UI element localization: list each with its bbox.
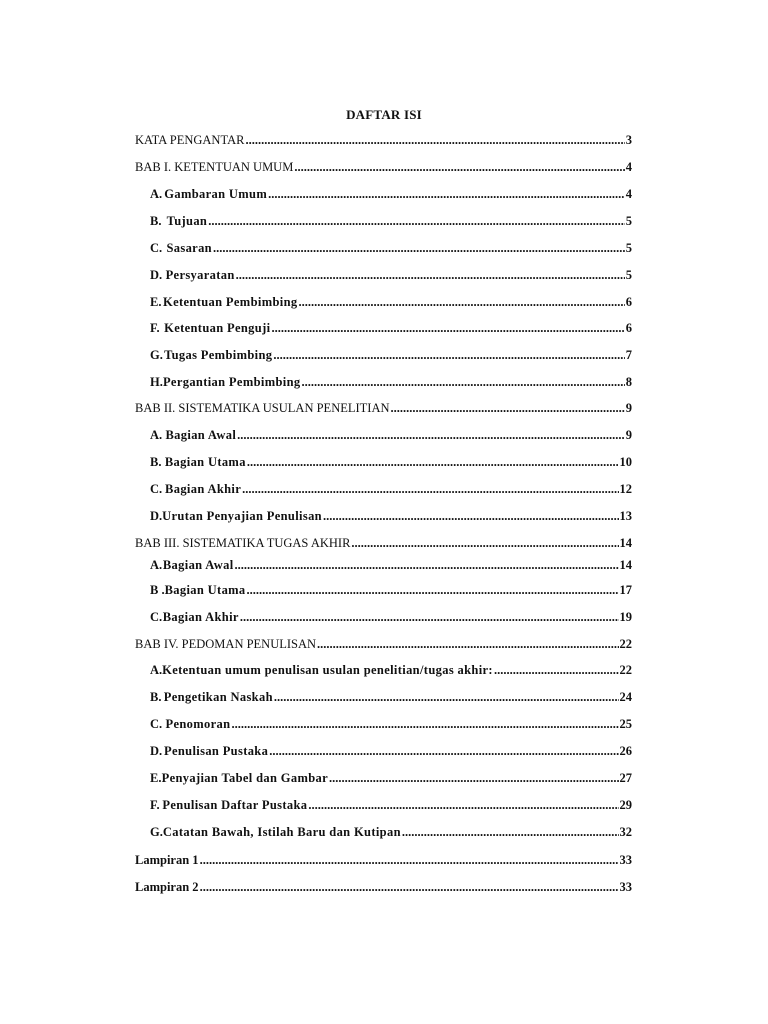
toc-entry <box>150 770 632 786</box>
toc-dot-leader <box>302 374 625 390</box>
toc-page-number: 26 <box>619 744 632 758</box>
toc-dot-leader <box>235 557 619 573</box>
toc-page-number: 4 <box>625 187 632 201</box>
toc-dot-leader <box>317 636 618 652</box>
toc-page-number: 5 <box>625 268 632 282</box>
toc-entry <box>150 797 632 813</box>
toc-entry-label: A. <box>150 558 163 572</box>
toc-page-number: 6 <box>625 295 632 309</box>
toc-entry-title: Ketentuan umum penulisan usulan penelitian/tugas akhir: <box>162 663 493 677</box>
toc-page-number: 17 <box>619 583 632 597</box>
toc-entry-title: Penyajian Tabel dan Gambar <box>161 771 329 785</box>
toc-page-number: 27 <box>619 771 632 785</box>
toc-entry-title: Gambaran Umum <box>164 187 268 201</box>
toc-dot-leader <box>242 481 618 497</box>
toc-entry-title: Bagian Awal <box>162 558 234 572</box>
toc-entry <box>150 609 632 625</box>
toc-entry-title: Ketentuan Penguji <box>164 321 271 335</box>
toc-page-number: 33 <box>619 853 632 867</box>
toc-entry <box>150 294 632 310</box>
toc-entry-label: D. <box>150 268 163 282</box>
toc-page-number: 14 <box>619 558 632 572</box>
toc-entry <box>150 240 632 256</box>
toc-dot-leader <box>237 427 625 443</box>
toc-page-number: 8 <box>625 375 632 389</box>
toc-dot-leader <box>247 582 619 598</box>
toc-dot-leader <box>213 240 625 256</box>
toc-dot-leader <box>208 213 625 229</box>
toc-page-number: 7 <box>625 348 632 362</box>
toc-entry-label: B. <box>150 455 162 469</box>
toc-page-number: 32 <box>619 825 632 839</box>
toc-entry-label: B . <box>150 583 165 597</box>
toc-entry-label: A. <box>150 187 163 201</box>
toc-dot-leader <box>329 770 618 786</box>
toc-entry-label: F. <box>150 798 160 812</box>
toc-dot-leader <box>268 186 625 202</box>
toc-entry-title: Ketentuan Pembimbing <box>163 295 298 309</box>
toc-page-number: 25 <box>619 717 632 731</box>
toc-page-number: 12 <box>619 482 632 496</box>
toc-page-number: 13 <box>619 509 632 523</box>
toc-entry-label: H. <box>150 375 163 389</box>
toc-entry-label: G. <box>150 825 163 839</box>
toc-entry-title: Lampiran 1 <box>135 853 199 867</box>
toc-dot-leader <box>323 508 619 524</box>
toc-entry-label: D. <box>150 509 163 523</box>
toc-entry <box>135 852 632 868</box>
toc-dot-leader <box>271 320 624 336</box>
toc-dot-leader <box>269 743 618 759</box>
toc-entry <box>150 716 632 732</box>
toc-page-number: 10 <box>619 455 632 469</box>
toc-entry-label: C. <box>150 610 163 624</box>
toc-dot-leader <box>247 454 619 470</box>
toc-entry <box>150 427 632 443</box>
toc-entry-title: Tugas Pembimbing <box>164 348 273 362</box>
toc-dot-leader <box>240 609 619 625</box>
toc-entry-title: BAB II. SISTEMATIKA USULAN PENELITIAN <box>135 401 390 415</box>
toc-page-number: 24 <box>619 690 632 704</box>
toc-entry-label: C. <box>150 241 163 255</box>
toc-dot-leader <box>308 797 618 813</box>
toc-entry <box>135 132 632 148</box>
page-title: DAFTAR ISI <box>346 107 422 122</box>
toc-page-number: 6 <box>625 321 632 335</box>
toc-entry-label: B. <box>150 214 162 228</box>
toc-entry-title: Bagian Awal <box>165 428 237 442</box>
toc-dot-leader <box>200 879 619 895</box>
toc-entry <box>150 824 632 840</box>
toc-entry-label: D. <box>150 744 163 758</box>
toc-entry-title: Penulisan Pustaka <box>163 744 269 758</box>
toc-entry-title: BAB III. SISTEMATIKA TUGAS AKHIR <box>135 536 351 550</box>
toc-dot-leader <box>294 159 624 175</box>
toc-entry <box>150 267 632 283</box>
toc-entry-title: Lampiran 2 <box>135 880 199 894</box>
toc-entry-title: Bagian Akhir <box>162 610 239 624</box>
toc-entry-title: Penomoran <box>165 717 231 731</box>
toc-page-number: 4 <box>625 160 632 174</box>
toc-entry <box>150 481 632 497</box>
toc-dot-leader <box>245 132 624 148</box>
toc-page-number: 29 <box>619 798 632 812</box>
toc-entry-title: Urutan Penyajian Penulisan <box>162 509 322 523</box>
toc-page-number: 22 <box>619 663 632 677</box>
toc-entry-title: Penulisan Daftar Pustaka <box>162 798 308 812</box>
toc-dot-leader <box>351 535 618 551</box>
toc-entry-title: BAB IV. PEDOMAN PENULISAN <box>135 637 317 651</box>
toc-page-number: 9 <box>625 401 632 415</box>
toc-entry <box>150 508 632 524</box>
toc-dot-leader <box>231 716 618 732</box>
toc-dot-leader <box>494 662 619 678</box>
toc-entry <box>135 400 632 416</box>
toc-page-number: 5 <box>625 241 632 255</box>
toc-page-number: 14 <box>619 536 632 550</box>
toc-entry-title: Bagian Akhir <box>165 482 242 496</box>
toc-dot-leader <box>273 347 624 363</box>
toc-page-number: 19 <box>619 610 632 624</box>
toc-entry-title: Tujuan <box>166 214 208 228</box>
toc-page-number: 9 <box>625 428 632 442</box>
toc-entry <box>135 636 632 652</box>
toc-page-number: 33 <box>619 880 632 894</box>
toc-entry-label: F. <box>150 321 160 335</box>
toc-page-number: 5 <box>625 214 632 228</box>
toc-entry-title: Sasaran <box>166 241 212 255</box>
toc-entry <box>150 454 632 470</box>
toc-entry <box>150 347 632 363</box>
toc-entry-label: B. <box>150 690 162 704</box>
toc-entry <box>150 320 632 336</box>
toc-entry <box>150 743 632 759</box>
toc-entry <box>150 557 632 573</box>
toc-dot-leader <box>236 267 625 283</box>
toc-entry <box>150 186 632 202</box>
toc-entry <box>135 159 632 175</box>
toc-entry <box>135 535 632 551</box>
toc-entry-label: E. <box>150 295 162 309</box>
toc-entry-label: A. <box>150 428 163 442</box>
toc-entry-title: Bagian Utama <box>164 455 246 469</box>
toc-entry-title: Pergantian Pembimbing <box>162 375 301 389</box>
toc-dot-leader <box>200 852 619 868</box>
toc-page-number: 22 <box>619 637 632 651</box>
toc-entry-title: BAB I. KETENTUAN UMUM <box>135 160 294 174</box>
toc-dot-leader <box>298 294 624 310</box>
toc-dot-leader <box>391 400 625 416</box>
toc-entry-title: Bagian Utama <box>164 583 246 597</box>
toc-entry <box>135 879 632 895</box>
toc-page-number: 3 <box>625 133 632 147</box>
toc-entry <box>150 213 632 229</box>
toc-entry-title: Catatan Bawah, Istilah Baru dan Kutipan <box>162 825 401 839</box>
toc-entry-title: Pengetikan Naskah <box>163 690 273 704</box>
toc-entry-label: C. <box>150 482 163 496</box>
toc-entry <box>150 582 632 598</box>
toc-entry-label: A. <box>150 663 163 677</box>
toc-dot-leader <box>402 824 619 840</box>
toc-entry <box>150 662 632 678</box>
toc-entry-title: KATA PENGANTAR <box>135 133 245 147</box>
toc-entry-label: E. <box>150 771 162 785</box>
toc-entry <box>150 374 632 390</box>
toc-entry-label: G. <box>150 348 163 362</box>
toc-dot-leader <box>274 689 619 705</box>
toc-entry-title: Persyaratan <box>165 268 235 282</box>
toc-entry-label: C. <box>150 717 163 731</box>
toc-entry <box>150 689 632 705</box>
